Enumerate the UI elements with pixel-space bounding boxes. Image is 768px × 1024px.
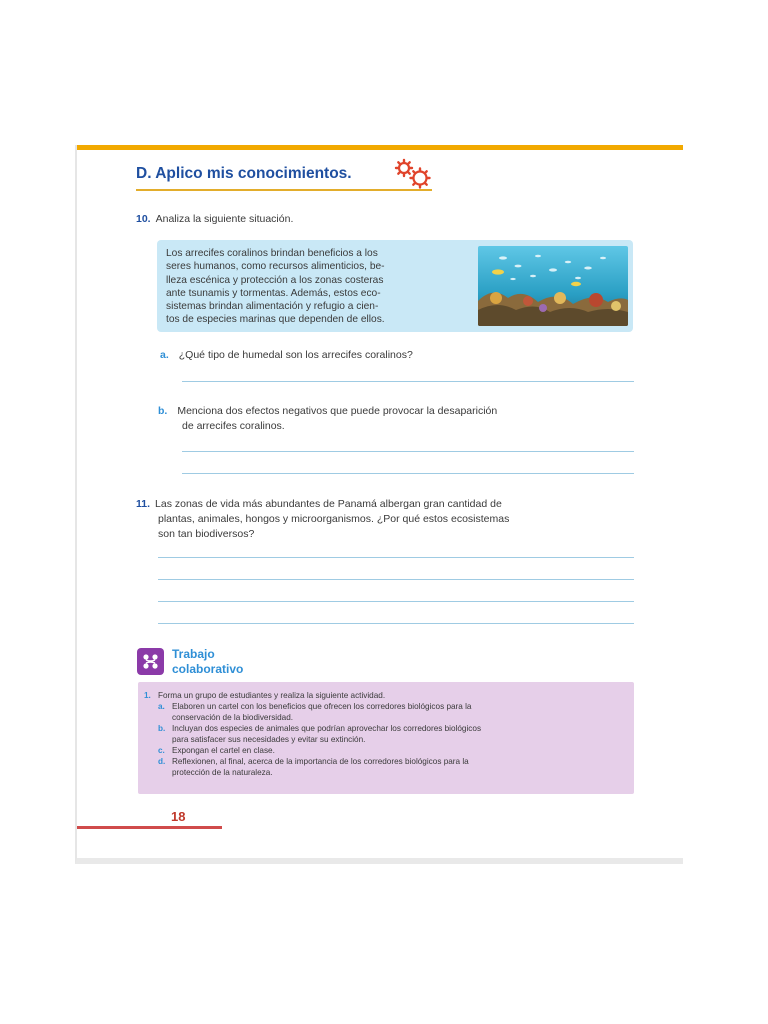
question-10-prompt: 10. Analiza la siguiente situación. [136,213,294,225]
coral-reef-photo [478,246,628,326]
collaborative-work-title: Trabajo colaborativo [172,647,244,676]
question-10b-continued: de arrecifes coralinos. [182,420,285,432]
question-number: 11. [136,498,151,510]
activity-item-b: b. Incluyan dos especies de animales que podrían aprovechar los corredores biológicos [158,724,482,733]
title-underline [136,189,432,191]
answer-line[interactable] [182,381,634,382]
answer-line[interactable] [158,579,634,580]
activity-item-a: a. Elaboren un cartel con los beneficios que ofrecen los corredores biológicos para la [158,702,472,711]
answer-line[interactable] [182,451,634,452]
activity-item-a-continued: conservación de la biodiversidad. [172,713,294,722]
activity-item-b-continued: para satisfacer sus necesidades y evitar su extinción. [172,735,366,744]
answer-line[interactable] [158,623,634,624]
gears-icon [393,157,433,191]
collaboration-icon [137,648,164,675]
question-11-line2: plantas, animales, hongos y microorganismos. ¿Por qué estos ecosistemas [158,513,510,525]
question-10a: a. ¿Qué tipo de humedal son los arrecifes coralinos? [160,349,413,361]
section-title: D. Aplico mis conocimientos. [136,165,352,182]
question-11: 11. Las zonas de vida más abundantes de Panamá albergan gran cantidad de [136,498,502,510]
info-text: Los arrecifes coralinos brindan beneficios a los seres humanos, como recursos alimenticios, be- lleza escénica y protección a los zonas costeras ante tsunamis y tormentas. Además, estos eco- sistemas brindan alimentación y refugio a cien- tos de especies marinas que dependen de ellos. [166,248,385,326]
activity-item-c: c. Expongan el cartel en clase. [158,746,275,755]
top-accent-bar [77,145,683,150]
answer-line[interactable] [182,473,634,474]
question-11-line3: son tan biodiversos? [158,528,255,540]
question-10b: b. Menciona dos efectos negativos que puede provocar la desaparición [158,405,498,417]
page-number-bar [77,826,222,829]
activity-intro: 1. Forma un grupo de estudiantes y realiza la siguiente actividad. [144,691,386,700]
activity-item-d: d. Reflexionen, al final, acerca de la importancia de los corredores biológicos para la [158,757,469,766]
answer-line[interactable] [158,601,634,602]
answer-line[interactable] [158,557,634,558]
textbook-page [75,145,683,864]
info-box [157,240,633,332]
page-number: 18 [171,809,186,824]
activity-item-d-continued: protección de la naturaleza. [172,768,273,777]
question-number: 10. [136,213,151,225]
activity-box [138,682,634,794]
